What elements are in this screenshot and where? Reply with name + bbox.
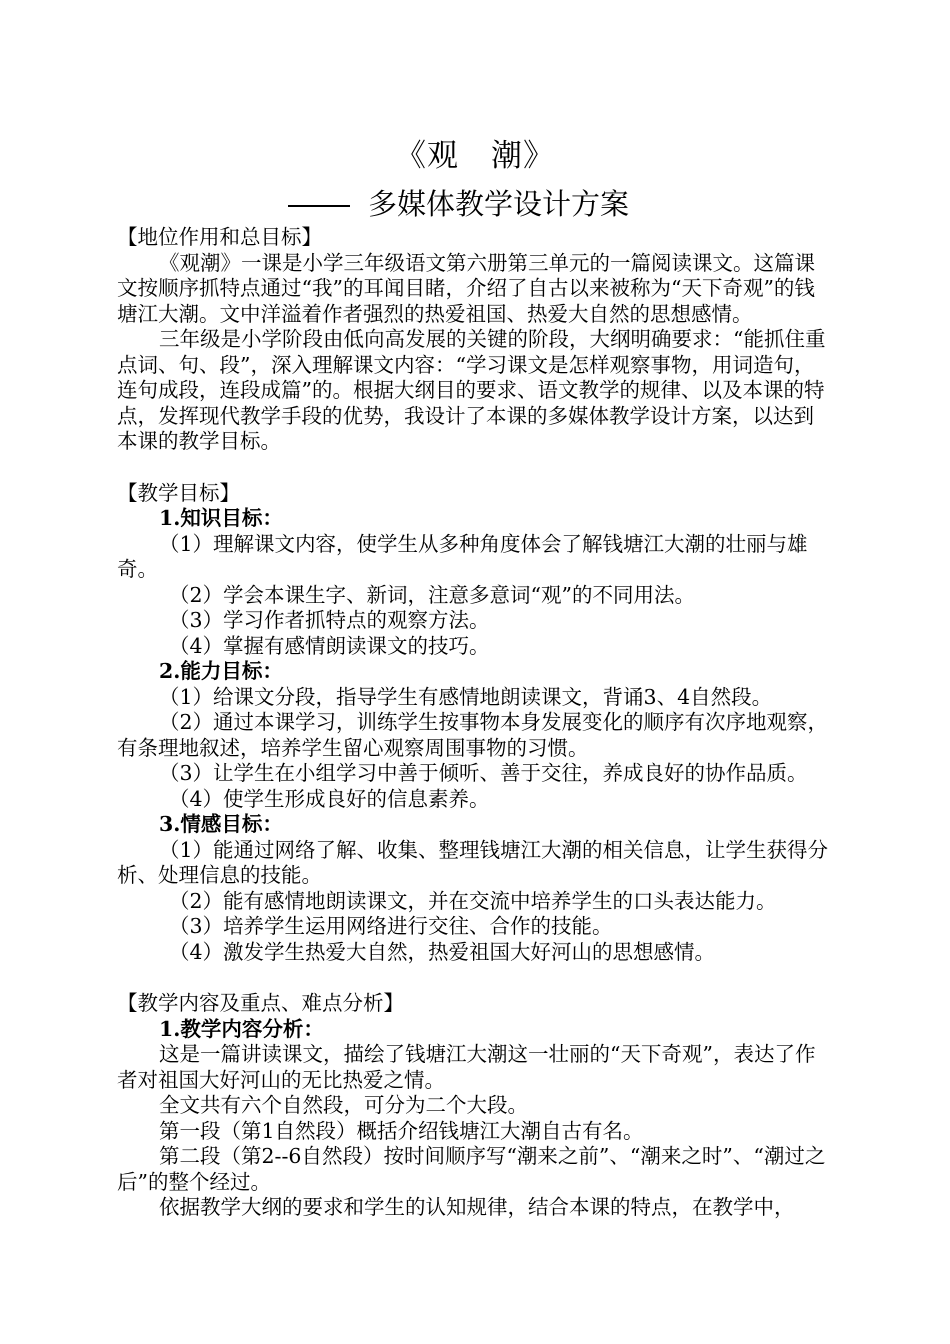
paragraph: 全文共有六个自然段，可分为二个大段。 [159,1093,528,1117]
list-item: （4）掌握有感情朗读课文的技巧。 [169,633,490,658]
document-subtitle [288,182,629,223]
list-item: （4）使学生形成良好的信息素养。 [169,786,490,811]
list-item: （3）让学生在小组学习中善于倾听、善于交往，养成良好的协作品质。 [159,761,808,785]
list-item: （3）培养学生运用网络进行交往、合作的技能。 [169,914,613,938]
subheading-content-analysis: 1.教学内容分析： [159,1016,324,1041]
paragraph: 三年级是小学阶段由低向高发展的关键的阶段，大纲明确要求：“能抓住重点词、句、段”，深入理解课文内容：“学习课文是怎样观察事物，用词造句，连句成段，连段成篇”的。根据大纲目的要求、语文教学的规律、以及本课的特点，发挥现代教学手段的优势，我设计了本课的多媒体教学设计方案，以达到本课的教学目标。 [117,327,826,453]
list-item: （2）通过本课学习，训练学生按事物本身发展变化的顺序有次序地观察，有条理地叙述，培养学生留心观察周围事物的习惯。 [117,710,829,760]
paragraph: 这是一篇讲读课文，描绘了钱塘江大潮这一壮丽的“天下奇观”，表达了作者对祖国大好河山的无比热爱之情。 [117,1042,816,1092]
document-body [117,225,831,1221]
section-heading-content: 【教学内容及重点、难点分析】 [117,991,404,1015]
spacer [117,455,831,481]
paragraph: 第一段（第1自然段）概括介绍钱塘江大潮自古有名。 [159,1118,644,1143]
subheading-emotion: 3.情感目标： [159,812,283,836]
list-item: （1）能通过网络了解、收集、整理钱塘江大潮的相关信息，让学生获得分析、处理信息的技能。 [117,837,829,887]
list-item: （2）能有感情地朗读课文，并在交流中培养学生的口头表达能力。 [169,888,777,913]
list-item: （2）学会本课生字、新词，注意多意词“观”的不同用法。 [169,582,696,607]
title-dash [288,205,350,207]
section-heading-goals: 【教学目标】 [117,480,240,505]
paragraph: 依据教学大纲的要求和学生的认知规律，结合本课的特点，在教学中， [159,1195,795,1219]
list-item: （1）给课文分段，指导学生有感情地朗读课文，背诵3、4自然段。 [159,684,773,709]
spacer [117,965,831,991]
section-heading-position: 【地位作用和总目标】 [117,225,322,249]
list-item: （4）激发学生热爱大自然，热爱祖国大好河山的思想感情。 [169,939,716,964]
list-item: （3）学习作者抓特点的观察方法。 [169,608,490,632]
list-item: （1）理解课文内容，使学生从多种角度体会了解钱塘江大潮的壮丽与雄奇。 [117,531,808,581]
subtitle-text: 多媒体教学设计方案 [368,187,630,221]
paragraph: 第二段（第2--6自然段）按时间顺序写“潮来之前”、“潮来之时”、“潮过之后”的整个经过。 [117,1144,826,1194]
paragraph: 《观潮》一课是小学三年级语文第六册第三单元的一篇阅读课文。这篇课文按顺序抓特点通过“我”的耳闻目睹，介绍了自古以来被称为“天下奇观”的钱塘江大潮。文中洋溢着作者强烈的热爱祖国、热爱大自然的思想感情。 [117,250,815,326]
document-title: 《观 潮》 [395,138,555,174]
subheading-knowledge: 1.知识目标： [159,506,283,530]
subheading-ability: 2.能力目标： [159,659,283,683]
